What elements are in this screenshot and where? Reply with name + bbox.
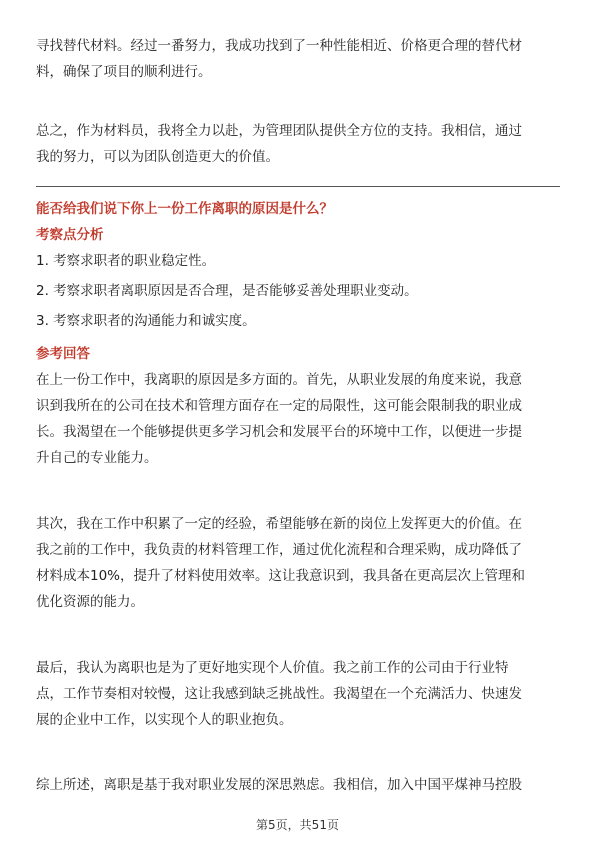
summary-paragraph — [36, 118, 560, 170]
answer-paragraph-1 — [36, 367, 560, 471]
answer-heading: 参考回答 — [36, 346, 90, 362]
text-line: 总之，作为材料员，我将全力以赴，为管理团队提供全方位的支持。我相信，通过 — [36, 123, 522, 139]
text-line: 最后，我认为离职也是为了更好地实现个人价值。我之前工作的公司由于行业特 — [36, 660, 509, 676]
text-line: 我的努力，可以为团队创造更大的价值。 — [36, 149, 279, 165]
question-title: 能否给我们说下你上一份工作离职的原因是什么？ — [36, 201, 333, 217]
text-line: 优化资源的能力。 — [36, 594, 144, 610]
text-line: 寻找替代材料。经过一番努力，我成功找到了一种性能相近、价格更合理的替代材 — [36, 38, 522, 54]
page-footer: 第5页，共51页 — [256, 818, 339, 832]
text-line: 材料成本10%，提升了材料使用效率。这让我意识到，我具备在更高层次上管理和 — [36, 568, 526, 584]
text-line: 识到我所在的公司在技术和管理方面存在一定的局限性，这可能会限制我的职业成 — [36, 398, 522, 414]
text-line: 料，确保了项目的顺利进行。 — [36, 64, 212, 80]
text-line: 点，工作节奏相对较慢，这让我感到缺乏挑战性。我渴望在一个充满活力、快速发 — [36, 686, 522, 702]
text-line: 我之前的工作中，我负责的材料管理工作，通过优化流程和合理采购，成功降低了 — [36, 542, 522, 558]
analysis-item: 1. 考察求职者的职业稳定性。 — [36, 253, 216, 269]
section-divider — [36, 186, 560, 187]
answer-paragraph-2 — [36, 511, 560, 615]
text-line: 综上所述，离职是基于我对职业发展的深思熟虑。我相信，加入中国平煤神马控股 — [36, 777, 522, 793]
text-line: 长。我渴望在一个能够提供更多学习机会和发展平台的环境中工作，以便进一步提 — [36, 424, 522, 440]
text-line: 展的企业中工作，以实现个人的职业抱负。 — [36, 712, 293, 728]
text-line: 在上一份工作中，我离职的原因是多方面的。首先，从职业发展的角度来说，我意 — [36, 372, 522, 388]
answer-paragraph-3 — [36, 655, 560, 733]
text-line: 其次，我在工作中积累了一定的经验，希望能够在新的岗位上发挥更大的价值。在 — [36, 516, 522, 532]
analysis-heading: 考察点分析 — [36, 227, 104, 243]
answer-paragraph-4 — [36, 772, 560, 798]
text-line: 升自己的专业能力。 — [36, 450, 158, 466]
analysis-item: 2. 考察求职者离职原因是否合理，是否能够妥善处理职业变动。 — [36, 283, 418, 299]
intro-paragraph — [36, 33, 560, 85]
analysis-item: 3. 考察求职者的沟通能力和诚实度。 — [36, 313, 256, 329]
